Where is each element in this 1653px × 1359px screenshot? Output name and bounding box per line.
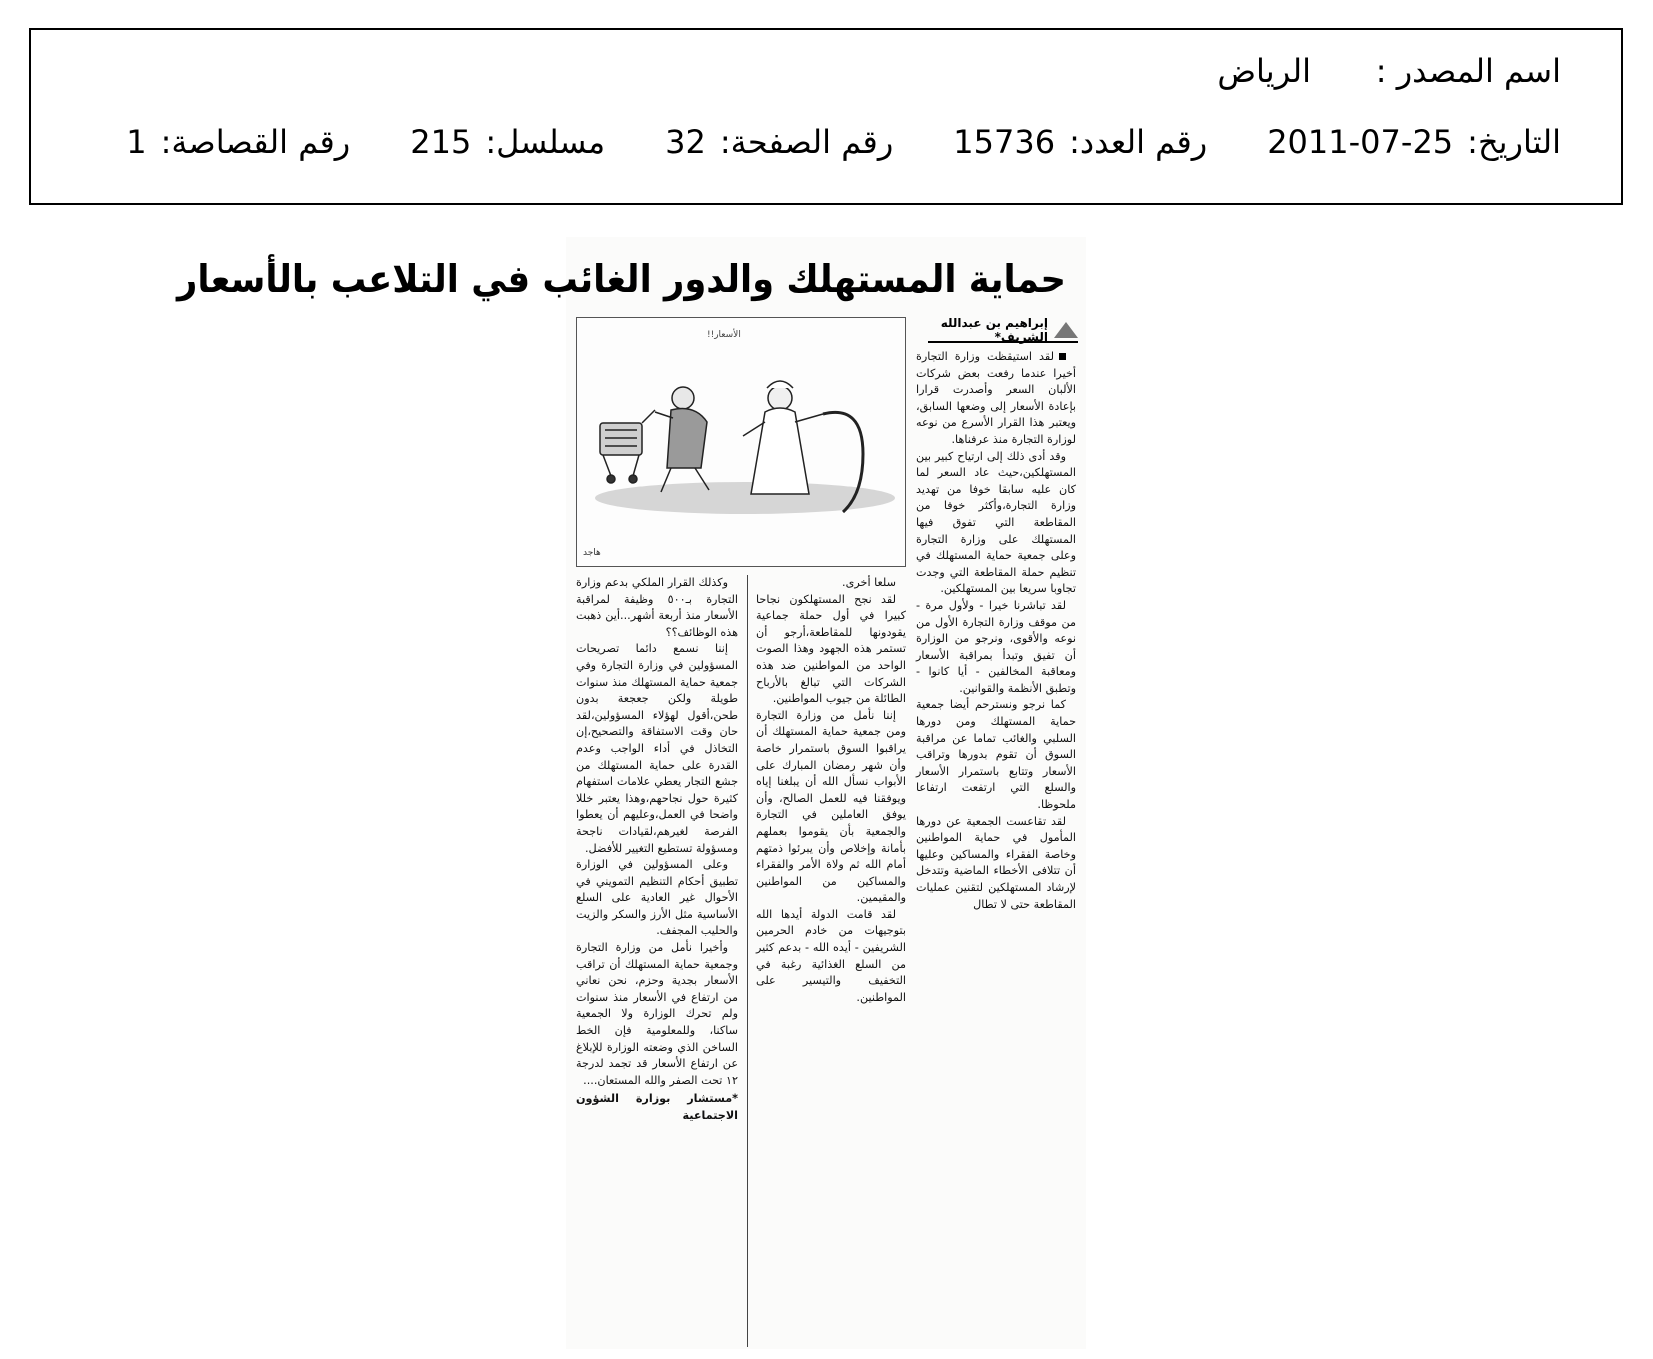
article-column-1 (916, 349, 1076, 913)
article-column-3 (576, 575, 738, 1125)
cartoon-caption: الأسعار!! (707, 330, 741, 340)
article-byline (928, 316, 1078, 344)
shopping-cart-icon (600, 410, 655, 483)
cartoonist-signature: هاجد (583, 548, 601, 558)
article-column-2 (756, 575, 906, 1006)
issue-label: رقم العدد: (1069, 123, 1208, 161)
column-1-paragraph-2: وقد أدى ذلك إلى ارتياح كبير بين المستهلكين،حيث عاد السعر لما كان عليه سابقا خوفا من تهديد وزارة التجارة،وأكثر خوفا من المقاطعة التي تفوق فيها المستهلك على وزارة التجارة وعلى جمعية حماية المستهلك في تنظيم حملة المقاطعة التي وجدت تجاوبا سريعا بين المستهلكين. (916, 449, 1076, 596)
column-3-paragraph-1: وكذلك القرار الملكي بدعم وزارة التجارة بـ٥٠٠ وظيفة لمراقبة الأسعار منذ أربعة أشهر...أين ذهبت هذه الوظائف؟؟ (576, 576, 738, 639)
date-label: التاريخ: (1467, 123, 1561, 161)
column-2-paragraph-3: إننا نأمل من وزارة التجارة ومن جمعية حماية المستهلك أن يراقبوا السوق باستمرار خاصة وأن شهر رمضان المبارك على الأبواب نسأل الله أن يبلغنا إياه ويوفقنا فيه للعمل الصالح، وأن يوفق العاملين في التجارة والجمعية بأن يقوموا بعملهم بأمانة وإخلاص وأن يبرئوا ذمتهم أمام الله ثم ولاة الأمر والفقراء والمساكين من المواطنين والمقيمين. (756, 708, 906, 905)
cartoon-illustration (576, 317, 906, 567)
source-value: الرياض (1217, 52, 1311, 90)
consumer-figure (655, 387, 709, 492)
column-1-paragraph-5: لقد تقاعست الجمعية عن دورها المأمول في حماية المواطنين وخاصة الفقراء والمساكين وعليها أن تتلافى الأخطاء الماضية وتتدخل لإرشاد المستهلكين لتقنين عمليات المقاطعة حتى لا تطال (916, 814, 1076, 911)
issue-field (953, 123, 1207, 161)
page-field (665, 123, 893, 161)
article-headline: حماية المستهلك والدور الغائب في التلاعب بالأسعار (177, 257, 1066, 301)
cartoon-drawing (576, 318, 905, 567)
column-divider (747, 575, 748, 1347)
column-1-paragraph-3: لقد تباشرنا خيرا - ولأول مرة - من موقف وزارة التجارة الأول من نوعه والأقوى، ونرجو من الوزارة أن تفيق وتبدأ بمراقبة الأسعار ومعاقبة المخالفين - أيا كانوا - وتطبق الأنظمة والقوانين. (916, 598, 1076, 695)
column-2-paragraph-2: لقد نجح المستهلكون نجاحا كبيرا في أول حملة جماعية يقودونها للمقاطعة،أرجو أن تستمر هذه الجهود وهذا الصوت الواحد من المواطنين ضد هذه الشركات التي تبالغ بالأرباح الطائلة من جيوب المواطنين. (756, 592, 906, 706)
page-value: 32 (665, 123, 706, 161)
column-3-paragraph-3: وعلى المسؤولين في الوزارة تطبيق أحكام التنظيم التمويني في الأحوال غير العادية على السلع الأساسية مثل الأرز والسكر والزيت والحليب المجفف. (576, 858, 738, 938)
newspaper-clipping (177, 237, 1086, 1349)
source-row (71, 52, 1561, 90)
column-1-paragraph-4: كما نرجو ونسترحم أيضا جمعية حماية المستهلك ومن دورها السلبي والغائب تماما عن مراقبة السوق أن تقوم بدورها وتراقب الأسعار وتتابع باستمرار الأسعار والسلع التي ارتفعت ارتفاعا ملحوظا. (916, 698, 1076, 812)
byline-text: إبراهيم بن عبدالله الشريف* (940, 316, 1048, 344)
byline-triangle-icon (1054, 322, 1078, 338)
metadata-row (71, 123, 1561, 161)
date-value: 2011-07-25 (1267, 123, 1454, 161)
date-field (1267, 123, 1561, 161)
column-3-paragraph-4: وأخيرا نأمل من وزارة التجارة وجمعية حماية المستهلك أن تراقب الأسعار بجدية وحزم، نحن نعاني من ارتفاع في الأسعار منذ سنوات ولم تحرك الوزارة ولا الجمعية ساكنا، وللمعلومية فإن الخط الساخن الذي وضعته الوزارة للإبلاغ عن ارتفاع الأسعار قد تجمد لدرجة ١٢ تحت الصفر والله المستعان.... (576, 941, 738, 1087)
author-note: *مستشار بوزارة الشؤون الاجتماعية (576, 1092, 738, 1122)
page-label: رقم الصفحة: (719, 123, 894, 161)
column-2-paragraph-4: لقد قامت الدولة أيدها الله بتوجيهات من خادم الحرمين الشريفين - أيده الله - بدعم كثير من السلع الغذائية رغبة في التخفيف والتيسير على المواطنين. (756, 907, 906, 1004)
serial-value: 215 (410, 123, 472, 161)
serial-label: مسلسل: (485, 123, 606, 161)
clip-number-field (126, 123, 350, 161)
clip-number-value: 1 (126, 123, 147, 161)
column-3-paragraph-2: إننا نسمع دائما تصريحات المسؤولين في وزارة التجارة وفي جمعية حماية المستهلك منذ سنوات طويلة ولكن جعجعة بدون طحن،أقول لهؤلاء المسؤولين،لقد حان وقت الاستفاقة والتصحيح،إن التخاذل في أداء الواجب وعدم القدرة على حماية المستهلك من جشع التجار يعطي علامات استفهام كثيرة حول نجاحهم،وهذا يعتبر خللا واضحا في العمل،وعليهم أن يعطوا الفرصة لغيرهم،لقيادات ناجحة ومسؤولة تستطيع التغيير للأفضل. (576, 642, 738, 855)
clipping-info-box (29, 28, 1623, 205)
column-2-paragraph-1: سلعا أخرى. (842, 576, 896, 589)
source-label: اسم المصدر : (1375, 52, 1561, 90)
serial-field (410, 123, 605, 161)
clip-number-label: رقم القصاصة: (160, 123, 351, 161)
issue-value: 15736 (953, 123, 1056, 161)
bullet-square-icon (1059, 353, 1066, 360)
column-1-paragraph-1: لقد استيقظت وزارة التجارة أخيرا عندما رفعت بعض شركات الألبان السعر وأصدرت قرارا بإعادة الأسعار إلى وضعها السابق، ويعتبر هذا القرار الأسرع من نوعه لوزارة التجارة منذ عرفناها. (916, 350, 1076, 446)
